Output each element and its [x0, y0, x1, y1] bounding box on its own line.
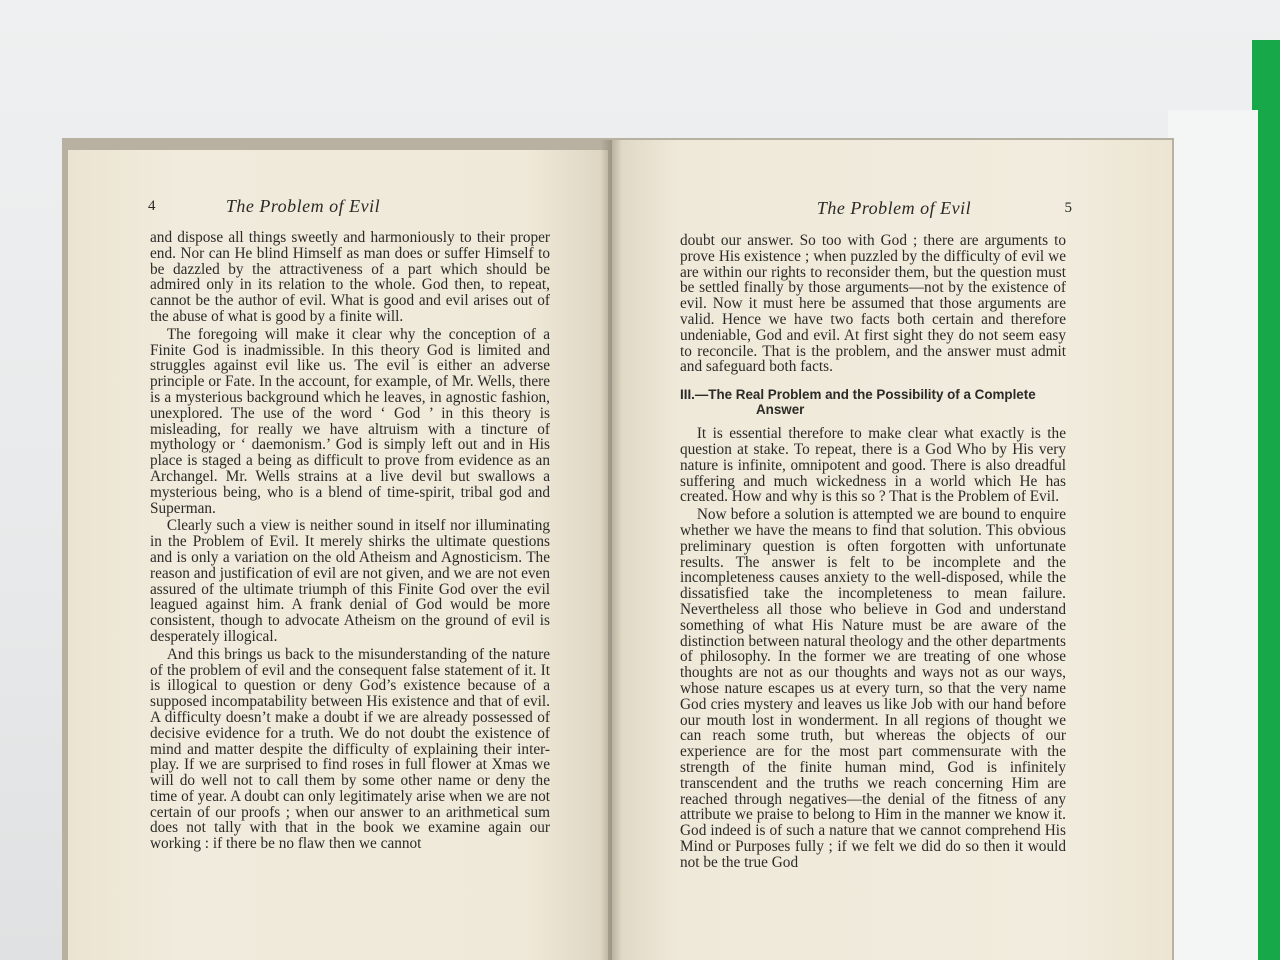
- book-gutter: [600, 140, 622, 960]
- right-page: [612, 140, 1172, 960]
- right-running-title: The Problem of Evil: [816, 198, 972, 218]
- section-heading: III.—The Real Problem and the Possibility of a Complete Answer: [680, 387, 1036, 418]
- left-paragraph-2: The foregoing will make it clear why the conception of a Finite God is inadmissible. In this theory God is limited and struggles against evil like us. The evil is either an adverse principle or Fate. In the account, for example, of Mr. Wells, there is a mysterious background which he leaves, in agnostic fashion, unexplored. The use of the word ‘ God ’ in this theory is misleading, for really we have altruism with a tincture of mythology or ‘ daemonism.’ God is simply left out and in His place is staged a being as difficult to prove from evidence as an Archangel. Mr. Wells strains at a live devil but swallows a mysterious being, who is a blend of time-spirit, tribal god and Superman.: [150, 325, 550, 517]
- left-page-number: 4: [148, 198, 156, 214]
- right-paragraph-1: It is essential therefore to make clear what exactly is the question at stake. To repeat, there is a God Who by His very nature is infinite, omnipotent and good. There is also dreadful suffering and much wickedness in a world which He has created. How and why is this so ? That is the Problem of Evil.: [680, 425, 1066, 506]
- right-running-head: [676, 198, 1072, 224]
- left-paragraph-1: and dispose all things sweetly and harmoniously to their proper end. Nor can He blind Himself as man does or suffer Himself to be dazzled by the attractiveness of a part which should be admired only in its relation to the whole. God then, to repeat, cannot be the author of evil. What is good and evil arises out of the abuse of what is good by a finite will.: [150, 229, 550, 325]
- left-page: [68, 150, 608, 960]
- left-paragraph-3: Clearly such a view is neither sound in itself nor illuminating in the Problem of Evil. It merely shirks the ultimate questions and is only a variation on the old Atheism and Agnosticism. The reason and justification of evil are not given, and we are not even assured of the ultimate triumph of this Finite God over the evil leagued against him. A frank denial of God would be more consistent, though to advocate Atheism on the ground of evil is desperately illogical.: [150, 517, 550, 645]
- left-running-title: The Problem of Evil: [225, 196, 381, 216]
- white-backdrop-sheet: [1168, 110, 1258, 960]
- right-paragraph-2: Now before a solution is attempted we are bound to enquire whether we have the means to find that solution. This obvious preliminary question is often forgotten with unfortunate results. The answer is felt to be incomplete and the incompleteness causes anxiety to the well-disposed, while the dissatisfied take the incompleteness to mean failure. Nevertheless all those who believe in God and understand something of what His Nature must be are aware of the distinction between natural theology and the other departments of philosophy. In the former we are treating of one whose thoughts are not as our thoughts and ways not as our ways, whose nature escapes us at every turn, so that the very name God cries mystery and leaves us like Job with our hand before our mouth lost in wonderment. In all regions of thought we can reach some truth, but whereas the objects of our experience are for the most part commensurate with the strength of the finite human mind, God is infinitely transcendent and the truths we reach concerning Him are reached through negatives—the denial of the fitness of any attribute we praise to belong to Him in the manner we know it. God indeed is of such a nature that we cannot comprehend His Mind or Purposes fully ; if we felt we did do so then it would not be the true God: [680, 506, 1066, 871]
- left-text-column: [150, 230, 550, 854]
- right-opening-paragraph: doubt our answer. So too with God ; there are arguments to prove His existence ; when puzzled by the difficulty of evil we are within our rights to reconsider them, but the question must be settled finally by those arguments—not by the existence of evil. Now it must here be assumed that those arguments are valid. Hence we have two facts both certain and therefore undeniable, God and evil. At first sight they do not seem easy to reconcile. That is the problem, and the answer must admit and safeguard both facts.: [680, 232, 1066, 376]
- right-page-number: 5: [1064, 200, 1072, 216]
- right-text-column: [680, 233, 1066, 872]
- left-paragraph-4: And this brings us back to the misunderstanding of the nature of the problem of evil and the consequent false statement of it. It is illogical to question or deny God’s existence because of a supposed incompatability between His existence and that of evil. A difficulty doesn’t make a doubt if we are already possessed of decisive evidence for a truth. We do not doubt the existence of mind and matter despite the difficulty of explaining their inter-play. If we are surprised to find roses in full flower at Xmas we will do well not to call them by some other name or deny the time of year. A doubt can only legitimately arise when we are not certain of our proofs ; when our answer to an arithmetical sum does not tally with that in the book we examine again our working : if there be no flaw then we cannot: [150, 645, 550, 853]
- left-running-head: [148, 196, 558, 222]
